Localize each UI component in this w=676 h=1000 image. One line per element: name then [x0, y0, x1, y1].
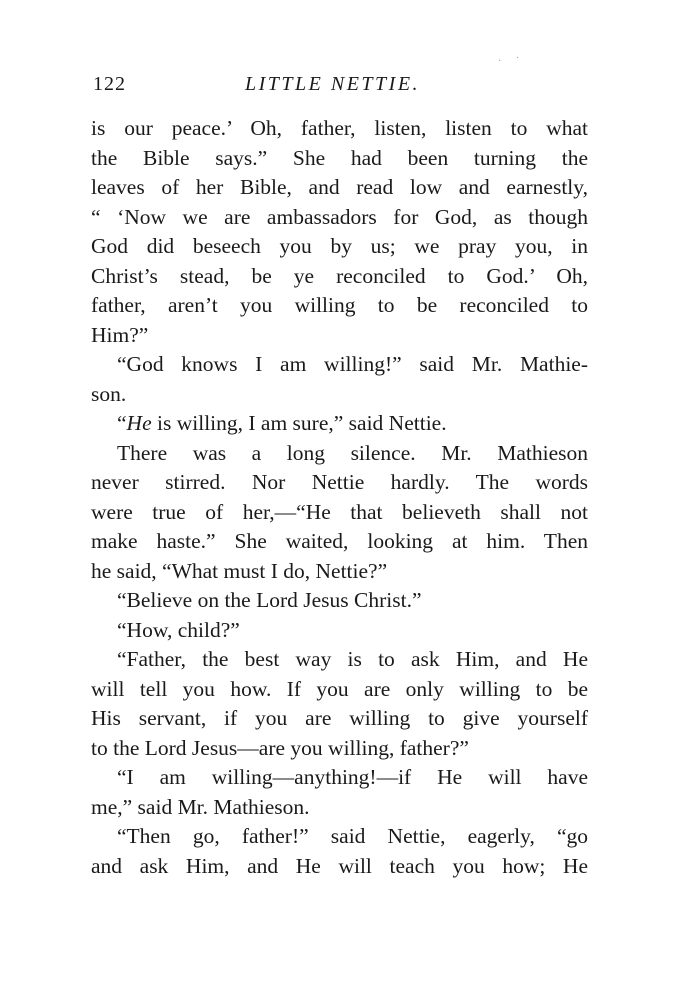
- text-line: “ ‘Now we are ambassadors for God, as though: [91, 204, 588, 229]
- text-line: “God knows I am willing!” said Mr. Mathie-: [117, 352, 588, 376]
- text-line: the Bible says.” She had been turning the: [91, 145, 588, 170]
- body-text: [91, 114, 588, 881]
- text-line: and ask Him, and He will teach you how; He: [91, 853, 588, 878]
- text-line: son.: [91, 381, 127, 406]
- text-line: There was a long silence. Mr. Mathieson: [117, 440, 588, 465]
- text-line: father, aren’t you willing to be reconciled to: [91, 293, 588, 317]
- text-line: will tell you how. If you are only willing to be: [91, 676, 588, 701]
- text-line: “Father, the best way is to ask Him, and He: [117, 647, 588, 671]
- text-line: Christ’s stead, be ye reconciled to God.’ Oh,: [91, 263, 588, 288]
- text-line: “He is willing, I am sure,” said Nettie.: [117, 411, 447, 435]
- emphasis-he: He: [126, 411, 152, 435]
- text-line: never stirred. Nor Nettie hardly. The words: [91, 470, 588, 494]
- text-line: “Then go, father!” said Nettie, eagerly, “go: [117, 824, 588, 848]
- text-line: “I am willing—anything!—if He will have: [117, 765, 588, 789]
- running-head: LITTLE NETTIE.: [245, 73, 421, 95]
- text-line: were true of her,—“He that believeth shall not: [91, 499, 588, 524]
- page-header: [93, 73, 588, 103]
- text-line: to the Lord Jesus—are you willing, father?”: [91, 735, 469, 760]
- page-number: 122: [93, 73, 126, 95]
- text-line: Him?”: [91, 322, 149, 347]
- text-line: he said, “What must I do, Nettie?”: [91, 558, 388, 583]
- text-line: “How, child?”: [117, 617, 240, 642]
- text-line: “Believe on the Lord Jesus Christ.”: [117, 588, 422, 612]
- text-line: God did beseech you by us; we pray you, in: [91, 234, 588, 258]
- paper-specks: · ˙: [498, 56, 526, 67]
- text-line: make haste.” She waited, looking at him. Then: [91, 529, 588, 553]
- text-line: is our peace.’ Oh, father, listen, listen to what: [91, 116, 588, 140]
- text-line: me,” said Mr. Mathieson.: [91, 794, 310, 819]
- text-line: His servant, if you are willing to give yourself: [91, 706, 588, 730]
- text-line: leaves of her Bible, and read low and earnestly,: [91, 175, 588, 199]
